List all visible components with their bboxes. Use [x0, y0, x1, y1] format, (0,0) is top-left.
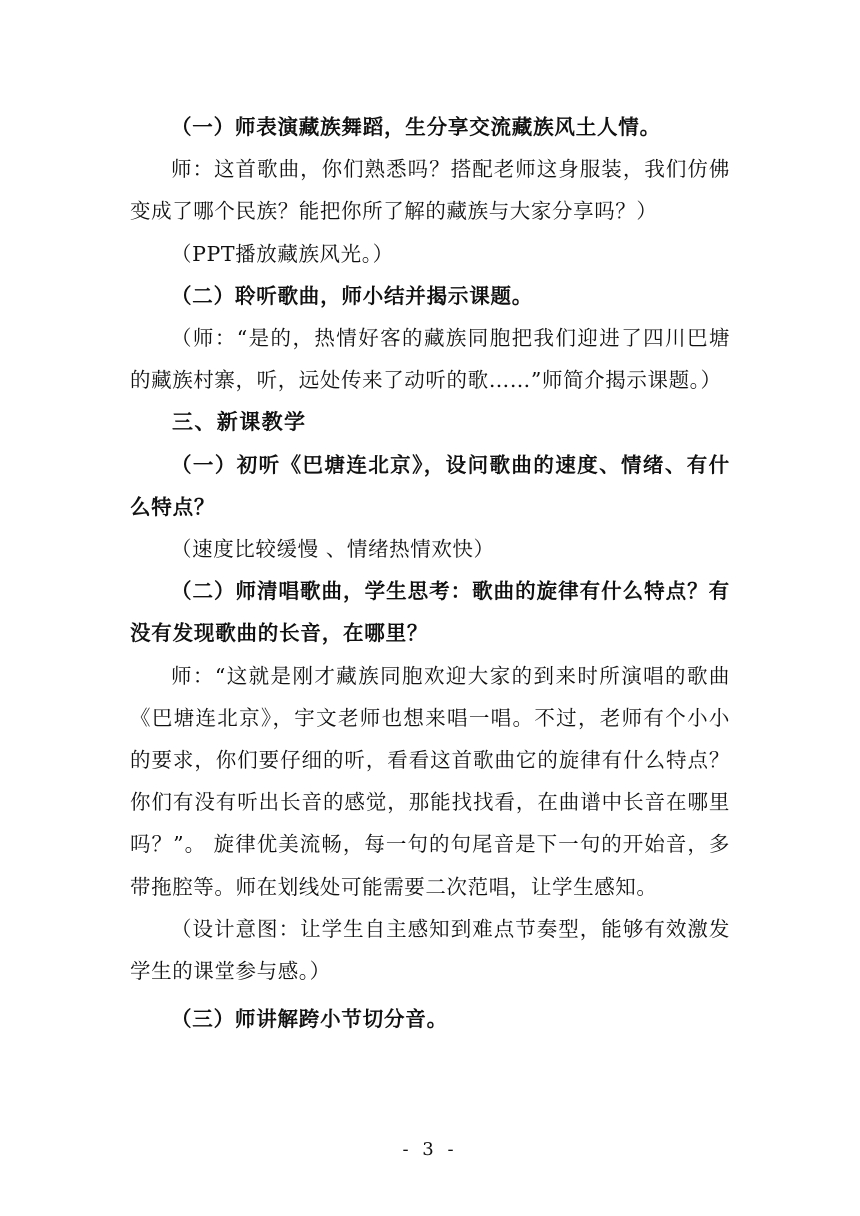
answer-paragraph: （速度比较缓慢 、情绪热情欢快）	[171, 537, 495, 562]
subsection-heading-1: （一）师表演藏族舞蹈，生分享交流藏族风土人情。	[171, 115, 661, 139]
design-intent-paragraph: （设计意图：让学生自主感知到难点节奏型，能够有效激发学生的课堂参与感。）	[130, 916, 730, 984]
page-number: - 3 -	[402, 1139, 458, 1160]
teacher-intro-paragraph: （师：“是的，热情好客的藏族同胞把我们迎进了四川巴塘的藏族村寨，听，远处传来了动听的歌……”师简介揭示课题。）	[130, 326, 730, 393]
subsection-heading-2: （二）聆听歌曲，师小结并揭示课题。	[171, 283, 534, 308]
ppt-note-paragraph: （PPT播放藏族风光。）	[171, 241, 394, 266]
section-heading-new-lesson: 三、新课教学	[172, 410, 307, 435]
teacher-question-paragraph: 师：这首歌曲，你们熟悉吗？搭配老师这身服装，我们仿佛变成了哪个民族？能把你所了解的藏族与大家分享吗？）	[130, 157, 730, 224]
teacher-singing-paragraph: 师：“这就是刚才藏族同胞欢迎大家的到来时所演唱的歌曲《巴塘连北京》，宇文老师也想来唱一唱。不过，老师有个小小的要求，你们要仔细的听，看看这首歌曲它的旋律有什么特点？你们有没有听出长音的感觉，那能找找看，在曲谱中长音在哪里吗？”。 旋律优美流畅，每一句的句尾音是下一句的开始音，多带拖腔等。师在划线处可能需要二次范唱，让学生感知。	[130, 663, 730, 899]
subsection-heading-4: （二）师清唱歌曲，学生思考：歌曲的旋律有什么特点？有没有发现歌曲的长音，在哪里？	[130, 579, 730, 646]
document-body	[130, 106, 730, 1040]
subsection-heading-5: （三）师讲解跨小节切分音。	[171, 1007, 448, 1032]
subsection-heading-3: （一）初听《巴塘连北京》，设问歌曲的速度、情绪、有什么特点？	[130, 452, 730, 519]
